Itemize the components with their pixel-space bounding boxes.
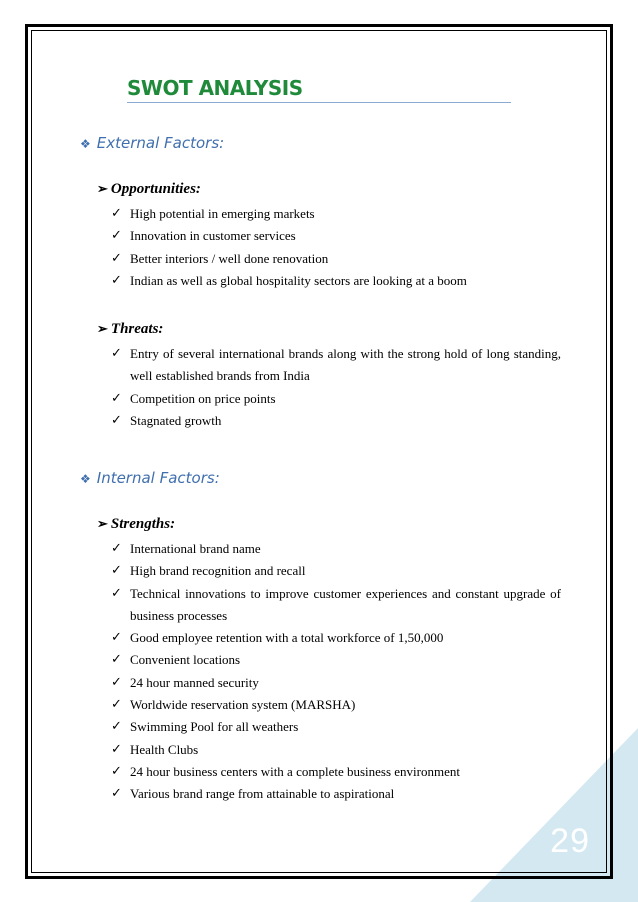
check-icon: ✓	[111, 390, 122, 406]
list-item-text: International brand name	[130, 541, 261, 556]
list-item-text: Convenient locations	[130, 652, 241, 668]
check-icon: ✓	[111, 585, 122, 601]
list-item-text: Stagnated growth	[130, 412, 222, 428]
list-item-text: 24 hour manned security	[130, 674, 259, 690]
check-icon: ✓	[111, 412, 122, 428]
list-item-text: Entry of several international brands along with the strong hold of long standing, well established brands from India	[130, 346, 561, 384]
list-item-text: Health Clubs	[130, 741, 199, 757]
check-icon: ✓	[111, 674, 122, 690]
list-item-text: Good employee retention with a total workforce of 1,50,000	[130, 630, 444, 646]
strengths-list	[111, 538, 561, 806]
check-icon: ✓	[111, 541, 122, 556]
list-item-text: High potential in emerging markets	[130, 206, 315, 221]
check-icon: ✓	[111, 272, 122, 288]
list-item-text: Worldwide reservation system (MARSHA)	[130, 697, 356, 713]
list-item	[111, 410, 561, 432]
external-factors-label: External Factors:	[96, 134, 225, 152]
arrow-right-icon: ➢	[97, 516, 108, 531]
list-item	[111, 783, 561, 805]
list-item-text: Technical innovations to improve customer experiences and constant upgrade of business processes	[130, 585, 561, 623]
list-item	[111, 761, 561, 783]
check-icon: ✓	[111, 697, 122, 713]
list-item-text: 24 hour business centers with a complete business environment	[130, 763, 460, 779]
list-item-text: Swimming Pool for all weathers	[130, 719, 299, 735]
check-icon: ✓	[111, 563, 122, 579]
strengths-label: Strengths:	[110, 516, 176, 532]
external-factors-heading	[80, 134, 224, 152]
check-icon: ✓	[111, 250, 122, 266]
internal-factors-heading	[80, 469, 220, 487]
threats-heading	[97, 321, 163, 338]
list-item	[111, 672, 561, 694]
check-icon: ✓	[111, 346, 122, 361]
list-item-text: Indian as well as global hospitality sectors are looking at a boom	[130, 272, 467, 288]
strengths-heading	[97, 516, 175, 533]
threats-list	[111, 343, 561, 432]
list-item	[111, 627, 561, 649]
list-item	[111, 388, 561, 410]
arrow-right-icon: ➢	[97, 181, 108, 196]
list-item	[111, 694, 561, 716]
list-item	[111, 739, 561, 761]
list-item-text: Various brand range from attainable to aspirational	[130, 786, 395, 802]
title-underline	[127, 102, 511, 103]
page-title: SWOT ANALYSIS	[127, 76, 303, 100]
check-icon: ✓	[111, 786, 122, 802]
list-item	[111, 649, 561, 671]
list-item	[111, 343, 561, 388]
threats-label: Threats:	[110, 321, 164, 337]
check-icon: ✓	[111, 763, 122, 779]
list-item	[111, 225, 561, 247]
opportunities-label: Opportunities:	[110, 181, 201, 197]
check-icon: ✓	[111, 652, 122, 668]
diamond-bullet-icon: ❖	[80, 137, 91, 151]
opportunities-heading	[97, 181, 201, 198]
opportunities-list	[111, 203, 561, 292]
check-icon: ✓	[111, 630, 122, 646]
list-item	[111, 583, 561, 628]
list-item	[111, 270, 561, 292]
page-number: 29	[550, 822, 590, 860]
check-icon: ✓	[111, 719, 122, 735]
check-icon: ✓	[111, 228, 122, 244]
list-item-text: Better interiors / well done renovation	[130, 250, 329, 266]
list-item-text: Competition on price points	[130, 390, 276, 406]
list-item	[111, 248, 561, 270]
diamond-bullet-icon: ❖	[80, 472, 91, 486]
check-icon: ✓	[111, 741, 122, 757]
check-icon: ✓	[111, 206, 122, 221]
list-item-text: High brand recognition and recall	[130, 563, 306, 579]
arrow-right-icon: ➢	[97, 321, 108, 336]
list-item	[111, 560, 561, 582]
list-item	[111, 538, 561, 560]
list-item	[111, 203, 561, 225]
list-item-text: Innovation in customer services	[130, 228, 296, 244]
internal-factors-label: Internal Factors:	[96, 469, 220, 487]
list-item	[111, 716, 561, 738]
